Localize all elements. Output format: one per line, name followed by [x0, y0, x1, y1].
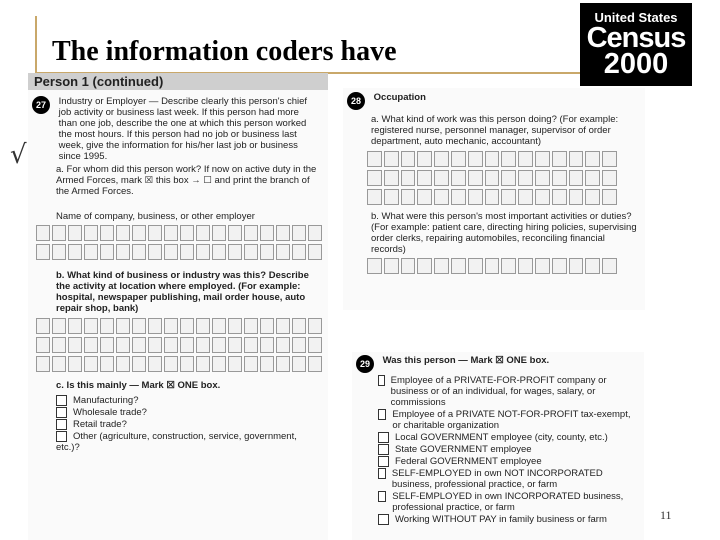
checkbox[interactable]: [378, 514, 389, 525]
checkbox[interactable]: [56, 431, 67, 442]
logo-line-2: Census: [586, 22, 686, 54]
duties-boxes: [367, 258, 617, 274]
question-28-title: Occupation: [373, 92, 426, 103]
logo-line-3: 2000: [603, 48, 669, 80]
census-2000-logo: [580, 3, 692, 86]
option-label: Wholesale trade?: [73, 407, 147, 419]
question-28b-label: b. What were this person's most important activities or duties? (For example: patient care, directing hiring policies, supervising order clerks, repairing automobiles, reconciling financial records): [371, 211, 637, 255]
checkbox[interactable]: [378, 456, 389, 467]
business-kind-boxes: [36, 318, 322, 372]
option-row: [378, 468, 640, 490]
option-row: [56, 407, 322, 418]
option-row: [378, 491, 640, 513]
form-scan-right-bottom: [352, 352, 644, 540]
option-row: [378, 514, 640, 525]
frame-vertical-rule: [35, 16, 37, 74]
form-section-header: Person 1 (continued): [28, 73, 328, 90]
option-label: State GOVERNMENT employee: [395, 444, 532, 455]
question-27a-label: a. For whom did this person work? If now on active duty in the Armed Forces, mark ☒ this box → ☐ and print the branch of the Armed Forces.: [56, 164, 317, 197]
option-label: Federal GOVERNMENT employee: [395, 456, 542, 467]
option-row: [378, 444, 640, 455]
handwritten-check-mark: √: [10, 140, 27, 170]
company-name-label: Name of company, business, or other employer: [56, 211, 255, 222]
option-label: SELF-EMPLOYED in own INCORPORATED business, professional practice, or farm: [392, 491, 624, 513]
checkbox[interactable]: [378, 375, 385, 386]
form-scan-right-top: [343, 88, 645, 310]
option-row: [378, 409, 640, 431]
option-label: SELF-EMPLOYED in own NOT INCORPORATED business, professional practice, or farm: [391, 468, 603, 490]
checkbox[interactable]: [378, 468, 386, 479]
option-row: [56, 431, 322, 453]
question-27c-options: [56, 395, 322, 453]
checkbox[interactable]: [378, 432, 389, 443]
logo-line-1: United States: [594, 10, 678, 25]
question-29-title: Was this person — Mark ☒ ONE box.: [382, 355, 550, 366]
question-28a-label: a. What kind of work was this person doing? (For example: registered nurse, personnel manager, supervisor of order department, auto mechanic, accountant): [371, 114, 619, 147]
option-label: Working WITHOUT PAY in family business or farm: [395, 514, 607, 525]
form-scan-left: [28, 73, 328, 540]
option-row: [378, 432, 640, 443]
slide-title: The information coders have: [52, 36, 397, 67]
checkbox[interactable]: [378, 444, 389, 455]
page-number: 11: [660, 508, 672, 522]
option-label: Local GOVERNMENT employee (city, county, etc.): [395, 432, 608, 443]
option-label: Manufacturing?: [73, 395, 139, 407]
occupation-boxes: [367, 151, 617, 205]
checkbox[interactable]: [378, 491, 386, 502]
option-label: Other (agriculture, construction, service, government, etc.)?: [56, 431, 297, 454]
checkbox[interactable]: [56, 419, 67, 430]
company-name-boxes: [36, 225, 322, 260]
question-number-badge: 27: [32, 96, 50, 114]
question-number-badge: 28: [347, 92, 365, 110]
question-27c-label: c. Is this mainly — Mark ☒ ONE box.: [56, 380, 221, 391]
option-row: [56, 395, 322, 406]
option-row: [378, 375, 640, 408]
checkbox[interactable]: [56, 395, 67, 406]
option-row: [56, 419, 322, 430]
option-label: Employee of a PRIVATE-FOR-PROFIT company or business or of an individual, for wages, salary, or commissions: [390, 375, 607, 408]
question-27b-label: b. What kind of business or industry was this? Describe the activity at location where employed. (For example: hospital, newspaper publishing, mail order house, auto repair shop, bank): [56, 270, 309, 314]
checkbox[interactable]: [56, 407, 67, 418]
option-row: [378, 456, 640, 467]
question-29-options: [378, 375, 640, 525]
checkbox[interactable]: [378, 409, 386, 420]
question-number-badge: 29: [356, 355, 374, 373]
question-27-title: Industry or Employer — Describe clearly this person's chief job activity or business last week. If this person had more than one job, describe the one at which this person worked the most hours. If this person had no job or business last week, give the information for his/her last job or business since 1995.: [58, 96, 308, 162]
option-label: Employee of a PRIVATE NOT-FOR-PROFIT tax-exempt, or charitable organization: [392, 409, 631, 431]
option-label: Retail trade?: [73, 419, 127, 431]
